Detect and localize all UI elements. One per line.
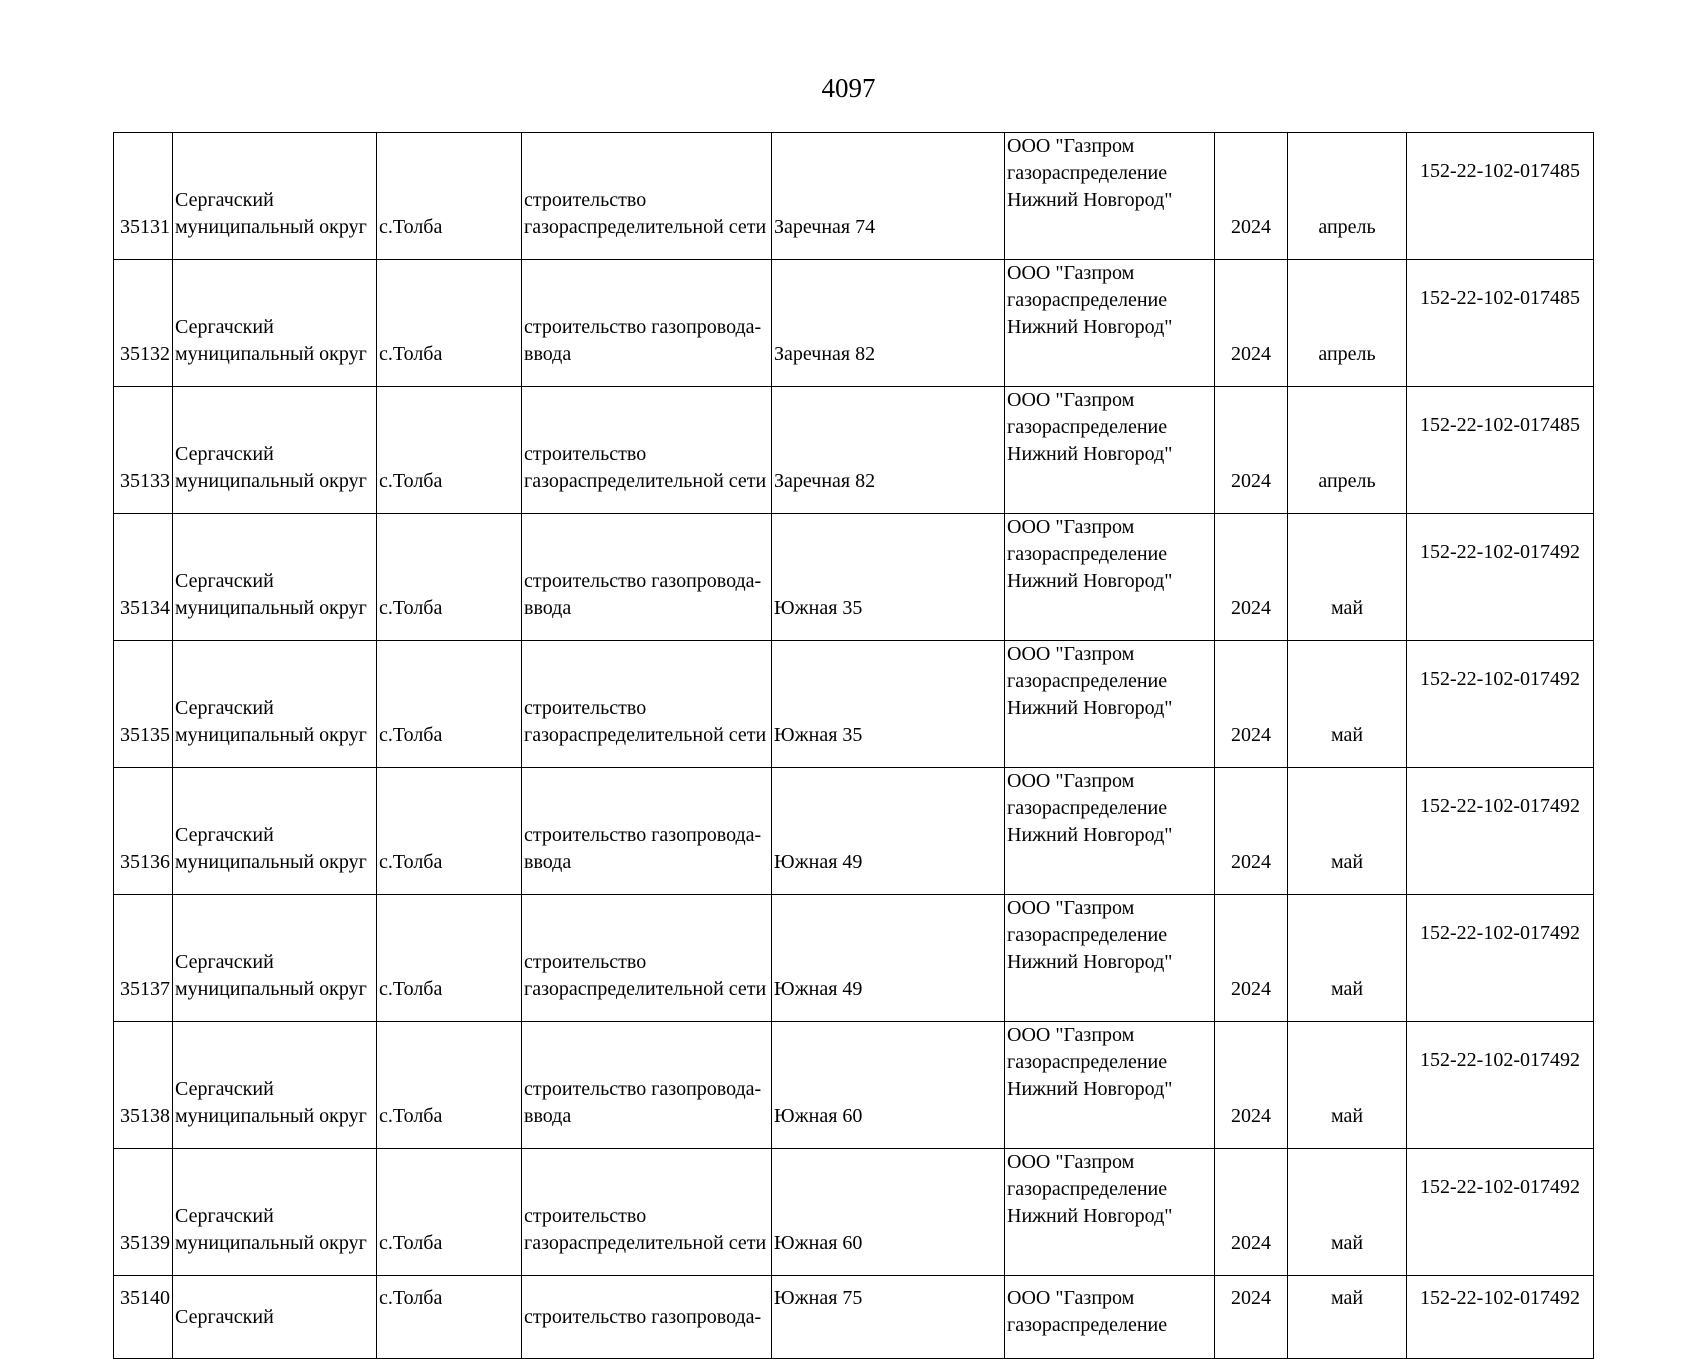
work-type-cell xyxy=(522,387,772,514)
work-type-line: строительство газопровода- xyxy=(524,824,762,846)
month-cell: апрель xyxy=(1288,133,1407,260)
organization-line: газораспределение xyxy=(1007,543,1168,565)
address-cell: Южная 60 xyxy=(772,1022,1005,1149)
work-type-line: ввода xyxy=(524,597,572,619)
organization-line: газораспределение xyxy=(1007,162,1168,184)
district-line: Сергачский xyxy=(175,1078,274,1100)
organization-line: Нижний Новгород" xyxy=(1007,570,1173,592)
address-cell: Южная 75 xyxy=(772,1276,1005,1359)
registry-number-cell: 152-22-102-017492 xyxy=(1407,768,1594,895)
organization-line: Нижний Новгород" xyxy=(1007,443,1173,465)
settlement-cell: с.Толба xyxy=(377,1276,522,1359)
organization-line: ООО "Газпром xyxy=(1007,897,1135,919)
year-cell: 2024 xyxy=(1215,1022,1288,1149)
organization-cell xyxy=(1005,387,1215,514)
work-type-line: ввода xyxy=(524,343,572,365)
record-number-cell: 35132 xyxy=(114,260,173,387)
work-type-cell xyxy=(522,768,772,895)
district-cell xyxy=(173,514,377,641)
organization-line: ООО "Газпром xyxy=(1007,643,1135,665)
table-body xyxy=(114,133,1594,1359)
work-type-line: строительство газопровода- xyxy=(524,316,762,338)
district-cell xyxy=(173,133,377,260)
organization-line: газораспределение xyxy=(1007,670,1168,692)
district-cell xyxy=(173,387,377,514)
registry-number-cell: 152-22-102-017492 xyxy=(1407,1276,1594,1359)
record-number-cell: 35135 xyxy=(114,641,173,768)
organization-line: газораспределение xyxy=(1007,1051,1168,1073)
settlement-cell: с.Толба xyxy=(377,514,522,641)
year-cell: 2024 xyxy=(1215,1276,1288,1359)
year-cell: 2024 xyxy=(1215,641,1288,768)
registry-number-cell: 152-22-102-017492 xyxy=(1407,514,1594,641)
organization-line: Нижний Новгород" xyxy=(1007,951,1173,973)
organization-line: Нижний Новгород" xyxy=(1007,824,1173,846)
district-line: муниципальный округ xyxy=(175,1232,367,1254)
year-cell: 2024 xyxy=(1215,1149,1288,1276)
organization-cell xyxy=(1005,895,1215,1022)
month-cell: май xyxy=(1288,895,1407,1022)
address-cell: Заречная 74 xyxy=(772,133,1005,260)
work-type-cell xyxy=(522,1276,772,1359)
address-cell: Заречная 82 xyxy=(772,387,1005,514)
table-row xyxy=(114,133,1594,260)
table-row xyxy=(114,895,1594,1022)
district-line: муниципальный округ xyxy=(175,216,367,238)
work-type-line: строительство газопровода- xyxy=(524,1078,762,1100)
district-line: муниципальный округ xyxy=(175,470,367,492)
registry-number-cell: 152-22-102-017492 xyxy=(1407,1022,1594,1149)
month-cell: май xyxy=(1288,1276,1407,1359)
organization-line: ООО "Газпром xyxy=(1007,770,1135,792)
registry-number-cell: 152-22-102-017485 xyxy=(1407,260,1594,387)
district-line: Сергачский xyxy=(175,1306,274,1328)
district-line: Сергачский xyxy=(175,951,274,973)
district-line: муниципальный округ xyxy=(175,1105,367,1127)
table-row xyxy=(114,1149,1594,1276)
records-table xyxy=(113,132,1594,1359)
organization-cell xyxy=(1005,641,1215,768)
record-number-cell: 35140 xyxy=(114,1276,173,1359)
record-number-cell: 35131 xyxy=(114,133,173,260)
registry-number-cell: 152-22-102-017485 xyxy=(1407,133,1594,260)
work-type-line: строительство газопровода- xyxy=(524,1306,762,1328)
work-type-cell xyxy=(522,895,772,1022)
work-type-line: строительство xyxy=(524,189,647,211)
district-line: муниципальный округ xyxy=(175,978,367,1000)
work-type-line: строительство xyxy=(524,1205,647,1227)
record-number-cell: 35133 xyxy=(114,387,173,514)
organization-line: газораспределение xyxy=(1007,924,1168,946)
month-cell: май xyxy=(1288,514,1407,641)
work-type-line: ввода xyxy=(524,1105,572,1127)
district-line: муниципальный округ xyxy=(175,343,367,365)
organization-cell xyxy=(1005,768,1215,895)
address-cell: Южная 35 xyxy=(772,514,1005,641)
year-cell: 2024 xyxy=(1215,514,1288,641)
table-row xyxy=(114,1276,1594,1359)
work-type-line: строительство газопровода- xyxy=(524,570,762,592)
page-number: 4097 xyxy=(821,73,876,103)
organization-cell xyxy=(1005,1022,1215,1149)
month-cell: май xyxy=(1288,768,1407,895)
settlement-cell: с.Толба xyxy=(377,895,522,1022)
settlement-cell: с.Толба xyxy=(377,387,522,514)
work-type-cell xyxy=(522,1022,772,1149)
record-number-cell: 35137 xyxy=(114,895,173,1022)
district-cell xyxy=(173,895,377,1022)
record-number-cell: 35136 xyxy=(114,768,173,895)
record-number-cell: 35134 xyxy=(114,514,173,641)
address-cell: Южная 60 xyxy=(772,1149,1005,1276)
district-line: муниципальный округ xyxy=(175,851,367,873)
work-type-cell xyxy=(522,1149,772,1276)
district-line: Сергачский xyxy=(175,189,274,211)
district-cell xyxy=(173,1022,377,1149)
organization-line: Нижний Новгород" xyxy=(1007,1205,1173,1227)
district-cell xyxy=(173,1149,377,1276)
work-type-line: газораспределительной сети xyxy=(524,1232,767,1254)
organization-line: газораспределение xyxy=(1007,1178,1168,1200)
address-cell: Южная 49 xyxy=(772,768,1005,895)
table-row xyxy=(114,387,1594,514)
organization-cell xyxy=(1005,514,1215,641)
organization-cell xyxy=(1005,1276,1215,1359)
organization-line: газораспределение xyxy=(1007,289,1168,311)
district-cell xyxy=(173,1276,377,1359)
work-type-line: газораспределительной сети xyxy=(524,978,767,1000)
record-number-cell: 35138 xyxy=(114,1022,173,1149)
work-type-line: ввода xyxy=(524,851,572,873)
table-row xyxy=(114,768,1594,895)
table-row xyxy=(114,1022,1594,1149)
district-line: муниципальный округ xyxy=(175,597,367,619)
record-number-cell: 35139 xyxy=(114,1149,173,1276)
organization-cell xyxy=(1005,133,1215,260)
work-type-line: газораспределительной сети xyxy=(524,216,767,238)
settlement-cell: с.Толба xyxy=(377,641,522,768)
organization-line: Нижний Новгород" xyxy=(1007,189,1173,211)
work-type-cell xyxy=(522,260,772,387)
settlement-cell: с.Толба xyxy=(377,133,522,260)
table-row xyxy=(114,514,1594,641)
organization-line: ООО "Газпром xyxy=(1007,1024,1135,1046)
month-cell: май xyxy=(1288,641,1407,768)
year-cell: 2024 xyxy=(1215,895,1288,1022)
settlement-cell: с.Толба xyxy=(377,768,522,895)
settlement-cell: с.Толба xyxy=(377,260,522,387)
year-cell: 2024 xyxy=(1215,387,1288,514)
work-type-cell xyxy=(522,514,772,641)
district-line: Сергачский xyxy=(175,1205,274,1227)
organization-line: ООО "Газпром xyxy=(1007,1151,1135,1173)
work-type-line: строительство xyxy=(524,951,647,973)
organization-line: газораспределение xyxy=(1007,797,1168,819)
address-cell: Южная 35 xyxy=(772,641,1005,768)
registry-number-cell: 152-22-102-017485 xyxy=(1407,387,1594,514)
work-type-line: строительство xyxy=(524,697,647,719)
settlement-cell: с.Толба xyxy=(377,1149,522,1276)
district-line: Сергачский xyxy=(175,824,274,846)
registry-number-cell: 152-22-102-017492 xyxy=(1407,1149,1594,1276)
organization-line: ООО "Газпром xyxy=(1007,262,1135,284)
registry-number-cell: 152-22-102-017492 xyxy=(1407,895,1594,1022)
district-line: Сергачский xyxy=(175,570,274,592)
work-type-line: газораспределительной сети xyxy=(524,724,767,746)
work-type-cell xyxy=(522,133,772,260)
year-cell: 2024 xyxy=(1215,768,1288,895)
table-row xyxy=(114,641,1594,768)
district-line: муниципальный округ xyxy=(175,724,367,746)
organization-line: Нижний Новгород" xyxy=(1007,1078,1173,1100)
organization-line: ООО "Газпром xyxy=(1007,135,1135,157)
year-cell: 2024 xyxy=(1215,133,1288,260)
district-line: Сергачский xyxy=(175,697,274,719)
district-line: Сергачский xyxy=(175,316,274,338)
work-type-line: строительство xyxy=(524,443,647,465)
organization-cell xyxy=(1005,260,1215,387)
month-cell: май xyxy=(1288,1022,1407,1149)
district-line: Сергачский xyxy=(175,443,274,465)
district-cell xyxy=(173,260,377,387)
month-cell: апрель xyxy=(1288,387,1407,514)
organization-cell xyxy=(1005,1149,1215,1276)
settlement-cell: с.Толба xyxy=(377,1022,522,1149)
address-cell: Заречная 82 xyxy=(772,260,1005,387)
organization-line: газораспределение xyxy=(1007,1314,1168,1336)
table-row xyxy=(114,260,1594,387)
registry-number-cell: 152-22-102-017492 xyxy=(1407,641,1594,768)
month-cell: апрель xyxy=(1288,260,1407,387)
month-cell: май xyxy=(1288,1149,1407,1276)
address-cell: Южная 49 xyxy=(772,895,1005,1022)
organization-line: ООО "Газпром xyxy=(1007,516,1135,538)
organization-line: Нижний Новгород" xyxy=(1007,316,1173,338)
district-cell xyxy=(173,768,377,895)
district-cell xyxy=(173,641,377,768)
organization-line: ООО "Газпром xyxy=(1007,1287,1135,1309)
work-type-line: газораспределительной сети xyxy=(524,470,767,492)
year-cell: 2024 xyxy=(1215,260,1288,387)
work-type-cell xyxy=(522,641,772,768)
organization-line: газораспределение xyxy=(1007,416,1168,438)
organization-line: ООО "Газпром xyxy=(1007,389,1135,411)
organization-line: Нижний Новгород" xyxy=(1007,697,1173,719)
